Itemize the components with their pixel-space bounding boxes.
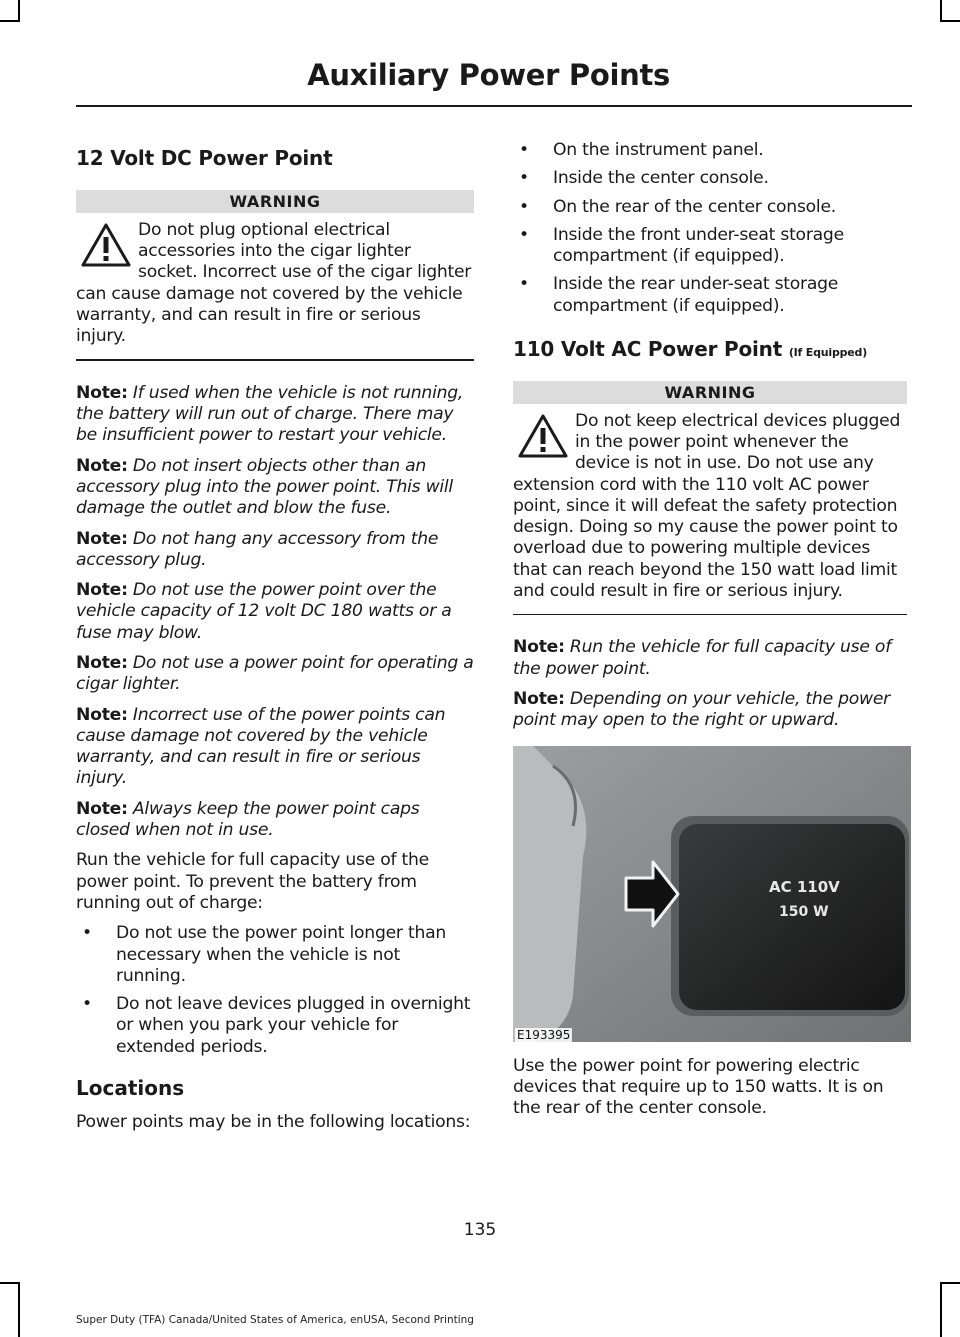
bullet-list (76, 923, 474, 1058)
page-title: Auxiliary Power Points (307, 58, 670, 92)
crop-mark (0, 1282, 20, 1284)
body-paragraph: Use the power point for powering electric devices that require up to 150 watts. It is on the rear of the center console. (513, 1055, 884, 1119)
note: Note: Always keep the power point caps closed when not in use. (76, 798, 420, 841)
warning-text: Do not plug optional electrical accessories into the cigar lighter socket. Incorrect use of the cigar lighter can cause damage not covered by the vehicle warranty, and can result in fire or serious injury. (76, 220, 472, 347)
body-paragraph: Run the vehicle for full capacity use of the power point. To prevent the battery from running out of charge: (76, 850, 429, 913)
warning-text: Do not keep electrical devices plugged in the power point whenever the device is not in use. Do not use any extension cord with the 110 volt AC power point, since it will defeat the safety protection design. Doing so my cause the power point to overload due to powering multiple devices that can reach beyond the 150 watt load limit and could result in fire or serious injury. (513, 411, 901, 601)
note: Note: Run the vehicle for full capacity use of the power point. (513, 637, 891, 679)
note: Note: If used when the vehicle is not running, the battery will run out of charge. There may be insufficient power to restart your vehicle. (76, 382, 464, 446)
section-heading-locations: Locations (76, 1076, 185, 1101)
footer-text: Super Duty (TFA) Canada/United States of America, enUSA, Second Printing (76, 1314, 474, 1326)
list-item: • On the instrument panel. (519, 140, 764, 160)
list-item: • Inside the center console. (519, 168, 769, 189)
crop-mark (940, 20, 960, 22)
warning-rule (513, 614, 907, 616)
crop-mark (940, 0, 942, 22)
right-column (513, 140, 907, 1128)
note: Note: Depending on your vehicle, the power point may open to the right or upward. (513, 689, 890, 731)
warning-label: WARNING (76, 190, 474, 213)
warning-box (76, 190, 474, 361)
warning-triangle-icon (80, 222, 132, 268)
crop-mark (18, 0, 20, 22)
figure-label-voltage: AC 110V (769, 877, 840, 896)
note: Note: Incorrect use of the power points can cause damage not covered by the vehicle warranty, and can result in fire or serious injury. (76, 704, 446, 789)
crop-mark (18, 1282, 20, 1337)
note: Note: Do not insert objects other than an accessory plug into the power point. This will damage the outlet and blow the fuse. (76, 455, 453, 519)
warning-body (76, 220, 474, 347)
note: Note: Do not use a power point for operating a cigar lighter. (76, 652, 474, 695)
left-column (76, 140, 474, 1142)
section-heading-12v: 12 Volt DC Power Point (76, 146, 333, 170)
list-item: • On the rear of the center console. (519, 196, 836, 217)
page-number: 135 (463, 1220, 497, 1240)
crop-mark (940, 1282, 942, 1337)
power-point-illustration (513, 746, 911, 1042)
list-item: • Inside the rear under-seat storage compartment (if equipped). (519, 274, 839, 316)
warning-label: WARNING (513, 381, 907, 404)
heading-suffix: (If Equipped) (788, 346, 868, 360)
note: Note: Do not use the power point over the vehicle capacity of 12 volt DC 180 watts or a fuse may blow. (76, 580, 452, 643)
warning-body (513, 411, 907, 602)
power-point-figure (513, 746, 911, 1042)
figure-label-wattage: 150 W (779, 903, 829, 920)
warning-triangle-icon (517, 413, 569, 459)
body-paragraph: Power points may be in the following locations: (76, 1112, 471, 1133)
warning-rule (76, 359, 474, 361)
header-rule (76, 105, 912, 107)
crop-mark (940, 1282, 960, 1284)
figure-code: E193395 (517, 1027, 571, 1042)
list-item: • Do not leave devices plugged in overnight or when you park your vehicle for extended periods. (82, 994, 471, 1057)
crop-mark (0, 20, 20, 22)
list-item: • Do not use the power point longer than necessary when the vehicle is not running. (82, 923, 447, 986)
note: Note: Do not hang any accessory from the accessory plug. (76, 528, 439, 570)
warning-box (513, 381, 907, 615)
section-heading-110v: 110 Volt AC Power Point (If Equipped) (513, 337, 868, 362)
locations-list (513, 140, 907, 317)
list-item: • Inside the front under-seat storage compartment (if equipped). (519, 224, 844, 267)
